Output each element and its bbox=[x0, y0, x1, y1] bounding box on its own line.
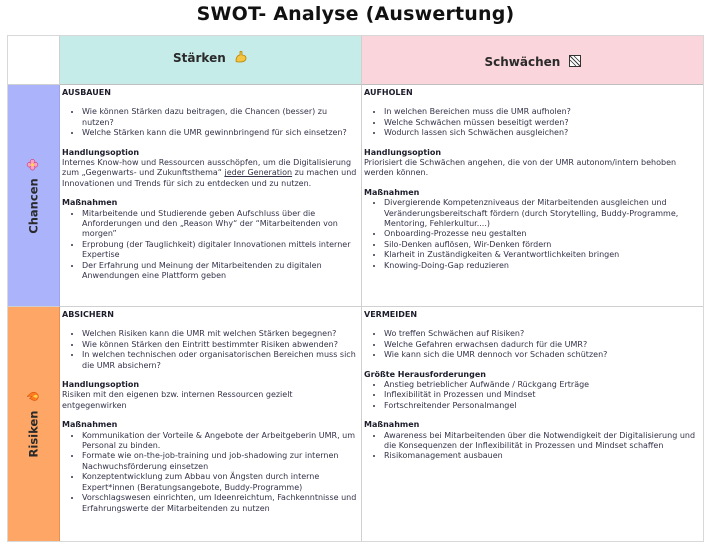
header-staerken-label: Stärken bbox=[173, 51, 226, 65]
list-item: • Divergierende Kompetenzniveaus der Mitarbeitenden ausgleichen und Veränderungsbereitschaft fördern (durch Storytelling, Buddy-Programme, Mentoring, Fehlerkultur....) bbox=[384, 198, 701, 229]
list-item: • Welche Schwächen müssen beseitigt werden? bbox=[384, 118, 701, 128]
list-item: • Knowing-Doing-Gap reduzieren bbox=[384, 261, 701, 271]
list-item: • Inflexibilität in Prozessen und Mindset bbox=[384, 390, 701, 400]
subheading-handlungsoption: Handlungsoption bbox=[62, 147, 140, 157]
quadrant-ausbauen bbox=[60, 85, 362, 307]
header-staerken-label-wrap bbox=[60, 50, 361, 67]
side-risiken-label-wrap bbox=[26, 391, 41, 458]
list-item: • Klarheit in Zuständigkeiten & Verantwortlichkeiten bringen bbox=[384, 250, 701, 260]
list-item: • Wo treffen Schwächen auf Risiken? bbox=[384, 329, 701, 339]
quadrant-heading: ABSICHERN bbox=[62, 310, 114, 319]
measure-list bbox=[62, 209, 359, 282]
list-item: • Risikomanagement ausbauen bbox=[384, 451, 701, 461]
corner-cell bbox=[8, 36, 60, 85]
subheading-handlungsoption: Handlungsoption bbox=[62, 380, 140, 390]
measure-list bbox=[364, 431, 701, 462]
side-chancen-label-wrap bbox=[26, 158, 41, 233]
square-pattern-icon bbox=[569, 55, 581, 70]
list-item: • Konzeptentwicklung zum Abbau von Ängsten durch interne Expert*innen (Beratungsangebote, Buddy-Programme) bbox=[82, 472, 359, 493]
quadrant-vermeiden bbox=[362, 307, 703, 541]
list-item: • Silo-Denken auflösen, Wir-Denken fördern bbox=[384, 240, 701, 250]
list-item: • Formate wie on-the-job-training und job-shadowing zur internen Nachwuchsförderung einsetzen bbox=[82, 451, 359, 472]
side-risiken bbox=[8, 307, 60, 541]
option-text-part: Internes Know-how und Ressourcen ausschöpfen, um die Digitalisierung zum „Gegenwarts- und Zukunftsthema“ bbox=[62, 158, 352, 178]
side-chancen-label: Chancen bbox=[26, 177, 40, 234]
list-item: • In welchen Bereichen muss die UMR aufholen? bbox=[384, 107, 701, 117]
subheading-massnahmen: Maßnahmen bbox=[364, 187, 420, 197]
list-item: • Der Erfahrung und Meinung der Mitarbeitenden zu digitalen Anwendungen eine Plattform geben bbox=[82, 261, 359, 282]
option-text: Risiken mit den eigenen bzw. internen Ressourcen gezielt entgegenwirken bbox=[62, 390, 293, 410]
subheading-massnahmen: Maßnahmen bbox=[62, 198, 118, 208]
question-list bbox=[364, 329, 701, 360]
question-list bbox=[62, 329, 359, 371]
side-risiken-label: Risiken bbox=[26, 410, 40, 458]
list-item: • Wie können Stärken den Eintritt bestimmter Risiken abwenden? bbox=[82, 340, 359, 350]
list-item: • Wie können Stärken dazu beitragen, die Chancen (besser) zu nutzen? bbox=[82, 107, 359, 128]
header-schwaechen-label: Schwächen bbox=[484, 55, 561, 69]
list-item: • Wie kann sich die UMR dennoch vor Schaden schützen? bbox=[384, 350, 701, 360]
subheading-massnahmen: Maßnahmen bbox=[62, 420, 118, 430]
list-item: • Erprobung (der Tauglichkeit) digitaler Innovationen mittels interner Expertise bbox=[82, 240, 359, 261]
list-item: • Wodurch lassen sich Schwächen ausgleichen? bbox=[384, 128, 701, 138]
question-list bbox=[62, 107, 359, 138]
challenge-list bbox=[364, 380, 701, 411]
quadrant-aufholen bbox=[362, 85, 703, 307]
header-staerken bbox=[60, 36, 362, 85]
swot-grid bbox=[7, 35, 704, 542]
quadrant-absichern bbox=[60, 307, 362, 541]
flower-icon bbox=[26, 158, 41, 170]
fire-icon bbox=[26, 391, 41, 403]
option-text bbox=[62, 158, 359, 189]
list-item: • Mitarbeitende und Studierende geben Aufschluss über die Anforderungen und den „Reason Why“ der “Mitarbeitenden von morgen” bbox=[82, 209, 359, 240]
measure-list bbox=[364, 198, 701, 271]
list-item: • Anstieg betrieblicher Aufwände / Rückgang Erträge bbox=[384, 380, 701, 390]
list-item: • Welche Stärken kann die UMR gewinnbringend für sich einsetzen? bbox=[82, 128, 359, 138]
list-item: • In welchen technischen oder organisatorischen Bereichen muss sich die UMR absichern? bbox=[82, 350, 359, 371]
list-item: • Awareness bei Mitarbeitenden über die Notwendigkeit der Digitalisierung und die Konsequenzen der Inflexibilität in Prozessen und Mindset schaffen bbox=[384, 431, 701, 452]
quadrant-heading: VERMEIDEN bbox=[364, 310, 418, 319]
list-item: • Welchen Risiken kann die UMR mit welchen Stärken begegnen? bbox=[82, 329, 359, 339]
option-text-part: zu machen und Innovationen und Trends für sich zu entdecken und zu nutzen. bbox=[62, 168, 357, 188]
question-list bbox=[364, 107, 701, 138]
page-title: SWOT- Analyse (Auswertung) bbox=[196, 3, 515, 25]
option-text: Priorisiert die Schwächen angehen, die von der UMR autonom/intern behoben werden können. bbox=[364, 158, 677, 178]
subheading-massnahmen: Maßnahmen bbox=[364, 420, 420, 430]
quadrant-heading: AUSBAUEN bbox=[62, 88, 111, 97]
list-item: • Kommunikation der Vorteile & Angebote der Arbeitgeberin UMR, um Personal zu binden. bbox=[82, 431, 359, 452]
list-item: • Fortschreitender Personalmangel bbox=[384, 401, 701, 411]
subheading-handlungsoption: Handlungsoption bbox=[364, 147, 442, 157]
option-text-underlined: jeder Generation bbox=[224, 168, 293, 178]
side-chancen bbox=[8, 85, 60, 307]
quadrant-heading: AUFHOLEN bbox=[364, 88, 413, 97]
header-schwaechen-label-wrap bbox=[362, 55, 703, 70]
subheading-herausforderungen: Größte Herausforderungen bbox=[364, 369, 486, 379]
list-item: • Onboarding-Prozesse neu gestalten bbox=[384, 229, 701, 239]
measure-list bbox=[62, 431, 359, 514]
header-schwaechen bbox=[362, 36, 703, 85]
list-item: • Welche Gefahren erwachsen dadurch für die UMR? bbox=[384, 340, 701, 350]
list-item: • Vorschlagswesen einrichten, um Ideenreichtum, Fachkenntnisse und Erfahrungswerte der Mitarbeitenden zu nutzen bbox=[82, 493, 359, 514]
flexed-biceps-icon bbox=[234, 50, 248, 67]
